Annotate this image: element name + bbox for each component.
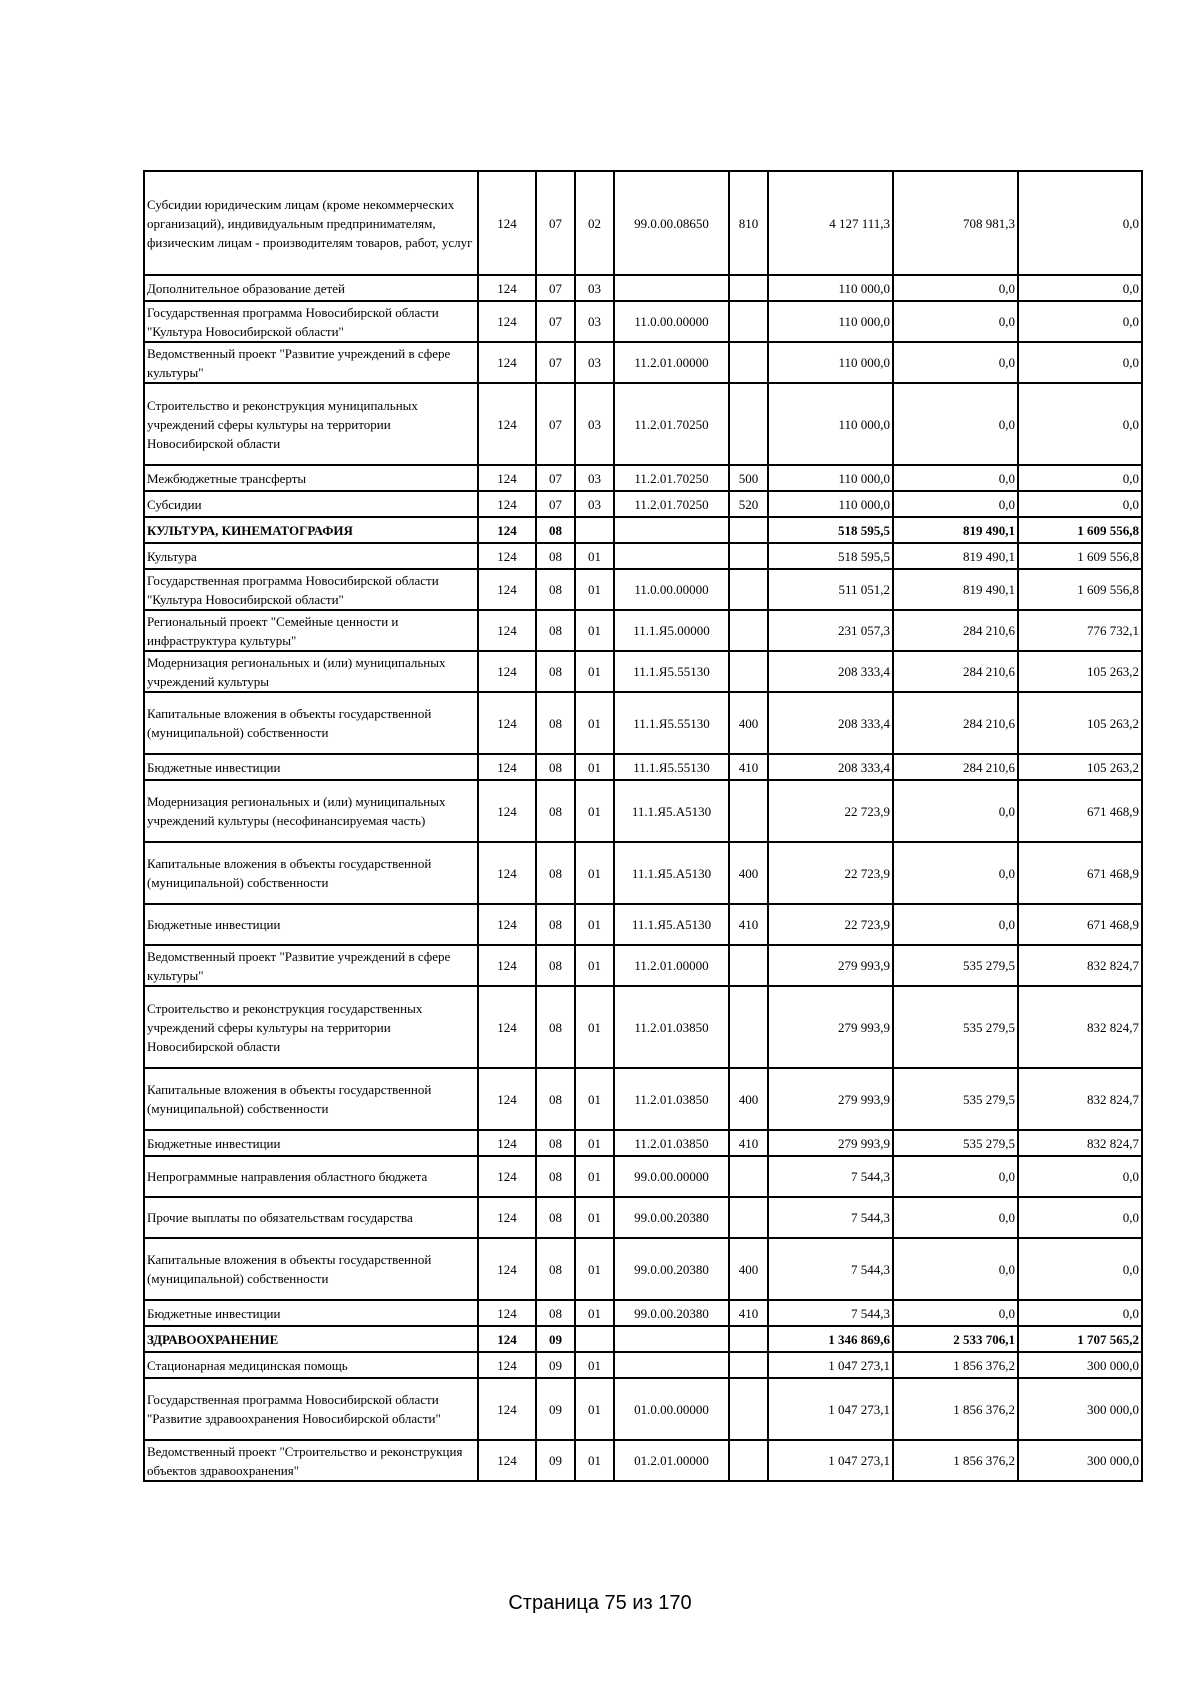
target-article-cell: 11.2.01.70250 bbox=[614, 465, 729, 491]
amount-year-1-cell: 208 333,4 bbox=[768, 754, 893, 780]
amount-year-1-cell: 7 544,3 bbox=[768, 1156, 893, 1197]
ved-code-cell: 124 bbox=[478, 383, 536, 465]
table-row bbox=[144, 610, 1142, 651]
subsection-code-cell: 02 bbox=[575, 171, 614, 275]
amount-year-2-cell: 284 210,6 bbox=[893, 692, 1018, 754]
subsection-code-cell: 01 bbox=[575, 1300, 614, 1326]
row-name-cell: Субсидии юридическим лицам (кроме некоммерческих организаций), индивидуальным предпринимателям, физическим лицам - производителям товаров, работ, услуг bbox=[144, 171, 478, 275]
row-name-cell: Капитальные вложения в объекты государственной (муниципальной) собственности bbox=[144, 1068, 478, 1130]
expense-type-cell bbox=[729, 1156, 768, 1197]
expense-type-cell bbox=[729, 342, 768, 383]
section-code-cell: 08 bbox=[536, 1068, 575, 1130]
amount-year-2-cell: 819 490,1 bbox=[893, 569, 1018, 610]
section-code-cell: 07 bbox=[536, 383, 575, 465]
table-row bbox=[144, 986, 1142, 1068]
section-code-cell: 08 bbox=[536, 1238, 575, 1300]
subsection-code-cell: 01 bbox=[575, 986, 614, 1068]
target-article-cell: 01.0.00.00000 bbox=[614, 1378, 729, 1440]
subsection-code-cell: 01 bbox=[575, 692, 614, 754]
row-name-cell: Культура bbox=[144, 543, 478, 569]
ved-code-cell: 124 bbox=[478, 1378, 536, 1440]
expense-type-cell bbox=[729, 517, 768, 543]
target-article-cell: 11.1.Я5.А5130 bbox=[614, 780, 729, 842]
expense-type-cell bbox=[729, 1378, 768, 1440]
row-name-cell: Бюджетные инвестиции bbox=[144, 1300, 478, 1326]
amount-year-1-cell: 22 723,9 bbox=[768, 904, 893, 945]
subsection-code-cell: 01 bbox=[575, 945, 614, 986]
section-code-cell: 08 bbox=[536, 517, 575, 543]
amount-year-2-cell: 0,0 bbox=[893, 1156, 1018, 1197]
amount-year-1-cell: 4 127 111,3 bbox=[768, 171, 893, 275]
row-name-cell: Региональный проект "Семейные ценности и инфраструктура культуры" bbox=[144, 610, 478, 651]
target-article-cell: 11.2.01.70250 bbox=[614, 491, 729, 517]
subsection-code-cell bbox=[575, 517, 614, 543]
amount-year-3-cell: 832 824,7 bbox=[1018, 1068, 1142, 1130]
row-name-cell: Государственная программа Новосибирской области "Культура Новосибирской области" bbox=[144, 569, 478, 610]
subsection-code-cell: 01 bbox=[575, 651, 614, 692]
table-row bbox=[144, 171, 1142, 275]
target-article-cell bbox=[614, 1326, 729, 1352]
amount-year-3-cell: 1 609 556,8 bbox=[1018, 569, 1142, 610]
row-name-cell: ЗДРАВООХРАНЕНИЕ bbox=[144, 1326, 478, 1352]
amount-year-2-cell: 708 981,3 bbox=[893, 171, 1018, 275]
expense-type-cell bbox=[729, 1440, 768, 1481]
section-code-cell: 09 bbox=[536, 1326, 575, 1352]
row-name-cell: Строительство и реконструкция муниципальных учреждений сферы культуры на территории Новосибирской области bbox=[144, 383, 478, 465]
section-code-cell: 08 bbox=[536, 754, 575, 780]
ved-code-cell: 124 bbox=[478, 342, 536, 383]
row-name-cell: Ведомственный проект "Развитие учреждений в сфере культуры" bbox=[144, 945, 478, 986]
ved-code-cell: 124 bbox=[478, 569, 536, 610]
expense-type-cell bbox=[729, 986, 768, 1068]
subsection-code-cell: 01 bbox=[575, 1238, 614, 1300]
amount-year-1-cell: 1 047 273,1 bbox=[768, 1440, 893, 1481]
section-code-cell: 07 bbox=[536, 491, 575, 517]
subsection-code-cell: 03 bbox=[575, 275, 614, 301]
target-article-cell: 11.2.01.70250 bbox=[614, 383, 729, 465]
amount-year-1-cell: 110 000,0 bbox=[768, 301, 893, 342]
target-article-cell bbox=[614, 517, 729, 543]
section-code-cell: 08 bbox=[536, 945, 575, 986]
table-row bbox=[144, 342, 1142, 383]
table-body bbox=[144, 171, 1142, 1481]
amount-year-1-cell: 110 000,0 bbox=[768, 342, 893, 383]
target-article-cell: 11.2.01.03850 bbox=[614, 1068, 729, 1130]
target-article-cell: 11.1.Я5.55130 bbox=[614, 692, 729, 754]
section-code-cell: 08 bbox=[536, 543, 575, 569]
section-code-cell: 08 bbox=[536, 1300, 575, 1326]
subsection-code-cell: 01 bbox=[575, 904, 614, 945]
row-name-cell: Бюджетные инвестиции bbox=[144, 754, 478, 780]
section-code-cell: 09 bbox=[536, 1378, 575, 1440]
amount-year-3-cell: 0,0 bbox=[1018, 275, 1142, 301]
table-row bbox=[144, 1238, 1142, 1300]
table-row bbox=[144, 275, 1142, 301]
ved-code-cell: 124 bbox=[478, 517, 536, 543]
table-row bbox=[144, 842, 1142, 904]
row-name-cell: Бюджетные инвестиции bbox=[144, 1130, 478, 1156]
expense-type-cell bbox=[729, 1352, 768, 1378]
amount-year-3-cell: 0,0 bbox=[1018, 1156, 1142, 1197]
amount-year-3-cell: 0,0 bbox=[1018, 1238, 1142, 1300]
amount-year-3-cell: 776 732,1 bbox=[1018, 610, 1142, 651]
amount-year-1-cell: 1 047 273,1 bbox=[768, 1352, 893, 1378]
table-row bbox=[144, 517, 1142, 543]
ved-code-cell: 124 bbox=[478, 780, 536, 842]
target-article-cell bbox=[614, 275, 729, 301]
amount-year-3-cell: 0,0 bbox=[1018, 1300, 1142, 1326]
ved-code-cell: 124 bbox=[478, 1068, 536, 1130]
amount-year-1-cell: 7 544,3 bbox=[768, 1197, 893, 1238]
amount-year-1-cell: 110 000,0 bbox=[768, 275, 893, 301]
amount-year-3-cell: 1 707 565,2 bbox=[1018, 1326, 1142, 1352]
row-name-cell: Бюджетные инвестиции bbox=[144, 904, 478, 945]
section-code-cell: 07 bbox=[536, 171, 575, 275]
ved-code-cell: 124 bbox=[478, 945, 536, 986]
amount-year-2-cell: 284 210,6 bbox=[893, 651, 1018, 692]
ved-code-cell: 124 bbox=[478, 491, 536, 517]
table-row bbox=[144, 1440, 1142, 1481]
row-name-cell: Прочие выплаты по обязательствам государства bbox=[144, 1197, 478, 1238]
target-article-cell: 01.2.01.00000 bbox=[614, 1440, 729, 1481]
amount-year-3-cell: 0,0 bbox=[1018, 342, 1142, 383]
row-name-cell: Модернизация региональных и (или) муниципальных учреждений культуры bbox=[144, 651, 478, 692]
amount-year-1-cell: 231 057,3 bbox=[768, 610, 893, 651]
row-name-cell: Ведомственный проект "Строительство и реконструкция объектов здравоохранения" bbox=[144, 1440, 478, 1481]
amount-year-2-cell: 0,0 bbox=[893, 1197, 1018, 1238]
amount-year-1-cell: 518 595,5 bbox=[768, 517, 893, 543]
amount-year-3-cell: 0,0 bbox=[1018, 383, 1142, 465]
row-name-cell: КУЛЬТУРА, КИНЕМАТОГРАФИЯ bbox=[144, 517, 478, 543]
ved-code-cell: 124 bbox=[478, 1197, 536, 1238]
row-name-cell: Стационарная медицинская помощь bbox=[144, 1352, 478, 1378]
amount-year-1-cell: 22 723,9 bbox=[768, 780, 893, 842]
ved-code-cell: 124 bbox=[478, 610, 536, 651]
amount-year-3-cell: 300 000,0 bbox=[1018, 1352, 1142, 1378]
table-row bbox=[144, 301, 1142, 342]
amount-year-1-cell: 208 333,4 bbox=[768, 651, 893, 692]
expense-type-cell: 400 bbox=[729, 1238, 768, 1300]
table-row bbox=[144, 1197, 1142, 1238]
page-footer: Страница 75 из 170 bbox=[508, 1592, 692, 1614]
amount-year-2-cell: 819 490,1 bbox=[893, 517, 1018, 543]
amount-year-1-cell: 279 993,9 bbox=[768, 945, 893, 986]
subsection-code-cell: 01 bbox=[575, 610, 614, 651]
expense-type-cell: 400 bbox=[729, 1068, 768, 1130]
amount-year-2-cell: 0,0 bbox=[893, 275, 1018, 301]
amount-year-3-cell: 1 609 556,8 bbox=[1018, 517, 1142, 543]
target-article-cell: 11.1.Я5.А5130 bbox=[614, 904, 729, 945]
row-name-cell: Непрограммные направления областного бюджета bbox=[144, 1156, 478, 1197]
amount-year-2-cell: 1 856 376,2 bbox=[893, 1440, 1018, 1481]
target-article-cell: 11.1.Я5.55130 bbox=[614, 651, 729, 692]
amount-year-3-cell: 105 263,2 bbox=[1018, 651, 1142, 692]
amount-year-2-cell: 1 856 376,2 bbox=[893, 1352, 1018, 1378]
ved-code-cell: 124 bbox=[478, 1300, 536, 1326]
target-article-cell: 99.0.00.00000 bbox=[614, 1156, 729, 1197]
target-article-cell: 99.0.00.08650 bbox=[614, 171, 729, 275]
subsection-code-cell: 03 bbox=[575, 465, 614, 491]
amount-year-3-cell: 105 263,2 bbox=[1018, 692, 1142, 754]
target-article-cell: 11.1.Я5.А5130 bbox=[614, 842, 729, 904]
amount-year-3-cell: 832 824,7 bbox=[1018, 986, 1142, 1068]
section-code-cell: 08 bbox=[536, 692, 575, 754]
table-row bbox=[144, 945, 1142, 986]
subsection-code-cell: 01 bbox=[575, 569, 614, 610]
budget-table bbox=[143, 170, 1143, 1482]
row-name-cell: Капитальные вложения в объекты государственной (муниципальной) собственности bbox=[144, 692, 478, 754]
table-row bbox=[144, 651, 1142, 692]
amount-year-2-cell: 535 279,5 bbox=[893, 986, 1018, 1068]
amount-year-2-cell: 0,0 bbox=[893, 465, 1018, 491]
expense-type-cell: 400 bbox=[729, 842, 768, 904]
ved-code-cell: 124 bbox=[478, 465, 536, 491]
section-code-cell: 08 bbox=[536, 780, 575, 842]
amount-year-2-cell: 0,0 bbox=[893, 491, 1018, 517]
table-row bbox=[144, 692, 1142, 754]
ved-code-cell: 124 bbox=[478, 543, 536, 569]
row-name-cell: Капитальные вложения в объекты государственной (муниципальной) собственности bbox=[144, 842, 478, 904]
amount-year-2-cell: 819 490,1 bbox=[893, 543, 1018, 569]
ved-code-cell: 124 bbox=[478, 1352, 536, 1378]
row-name-cell: Межбюджетные трансферты bbox=[144, 465, 478, 491]
subsection-code-cell: 01 bbox=[575, 1352, 614, 1378]
target-article-cell: 11.1.Я5.00000 bbox=[614, 610, 729, 651]
subsection-code-cell: 01 bbox=[575, 754, 614, 780]
amount-year-3-cell: 0,0 bbox=[1018, 301, 1142, 342]
ved-code-cell: 124 bbox=[478, 842, 536, 904]
expense-type-cell: 410 bbox=[729, 904, 768, 945]
section-code-cell: 08 bbox=[536, 651, 575, 692]
amount-year-1-cell: 279 993,9 bbox=[768, 986, 893, 1068]
target-article-cell: 99.0.00.20380 bbox=[614, 1300, 729, 1326]
target-article-cell: 11.2.01.03850 bbox=[614, 986, 729, 1068]
expense-type-cell: 410 bbox=[729, 1300, 768, 1326]
section-code-cell: 07 bbox=[536, 301, 575, 342]
section-code-cell: 08 bbox=[536, 610, 575, 651]
row-name-cell: Модернизация региональных и (или) муниципальных учреждений культуры (несофинансируемая часть) bbox=[144, 780, 478, 842]
target-article-cell bbox=[614, 1352, 729, 1378]
amount-year-1-cell: 7 544,3 bbox=[768, 1300, 893, 1326]
ved-code-cell: 124 bbox=[478, 904, 536, 945]
amount-year-3-cell: 832 824,7 bbox=[1018, 945, 1142, 986]
amount-year-2-cell: 2 533 706,1 bbox=[893, 1326, 1018, 1352]
amount-year-1-cell: 22 723,9 bbox=[768, 842, 893, 904]
table-row bbox=[144, 543, 1142, 569]
ved-code-cell: 124 bbox=[478, 1156, 536, 1197]
ved-code-cell: 124 bbox=[478, 1440, 536, 1481]
amount-year-1-cell: 110 000,0 bbox=[768, 465, 893, 491]
amount-year-1-cell: 110 000,0 bbox=[768, 491, 893, 517]
section-code-cell: 08 bbox=[536, 569, 575, 610]
row-name-cell: Капитальные вложения в объекты государственной (муниципальной) собственности bbox=[144, 1238, 478, 1300]
amount-year-2-cell: 0,0 bbox=[893, 342, 1018, 383]
amount-year-2-cell: 0,0 bbox=[893, 904, 1018, 945]
amount-year-2-cell: 0,0 bbox=[893, 842, 1018, 904]
ved-code-cell: 124 bbox=[478, 692, 536, 754]
target-article-cell: 11.0.00.00000 bbox=[614, 301, 729, 342]
subsection-code-cell: 01 bbox=[575, 543, 614, 569]
ved-code-cell: 124 bbox=[478, 1130, 536, 1156]
expense-type-cell bbox=[729, 651, 768, 692]
row-name-cell: Государственная программа Новосибирской области "Развитие здравоохранения Новосибирской области" bbox=[144, 1378, 478, 1440]
expense-type-cell: 520 bbox=[729, 491, 768, 517]
section-code-cell: 08 bbox=[536, 986, 575, 1068]
section-code-cell: 08 bbox=[536, 1156, 575, 1197]
subsection-code-cell: 01 bbox=[575, 1068, 614, 1130]
subsection-code-cell: 03 bbox=[575, 383, 614, 465]
row-name-cell: Строительство и реконструкция государственных учреждений сферы культуры на территории Новосибирской области bbox=[144, 986, 478, 1068]
amount-year-1-cell: 208 333,4 bbox=[768, 692, 893, 754]
table-row bbox=[144, 569, 1142, 610]
table-row bbox=[144, 1352, 1142, 1378]
subsection-code-cell: 03 bbox=[575, 491, 614, 517]
target-article-cell: 99.0.00.20380 bbox=[614, 1197, 729, 1238]
expense-type-cell bbox=[729, 1197, 768, 1238]
amount-year-3-cell: 0,0 bbox=[1018, 1197, 1142, 1238]
expense-type-cell bbox=[729, 780, 768, 842]
amount-year-2-cell: 0,0 bbox=[893, 1300, 1018, 1326]
amount-year-2-cell: 284 210,6 bbox=[893, 610, 1018, 651]
section-code-cell: 07 bbox=[536, 275, 575, 301]
row-name-cell: Ведомственный проект "Развитие учреждений в сфере культуры" bbox=[144, 342, 478, 383]
expense-type-cell: 410 bbox=[729, 1130, 768, 1156]
subsection-code-cell: 01 bbox=[575, 842, 614, 904]
section-code-cell: 08 bbox=[536, 1197, 575, 1238]
amount-year-2-cell: 0,0 bbox=[893, 301, 1018, 342]
amount-year-1-cell: 511 051,2 bbox=[768, 569, 893, 610]
amount-year-2-cell: 0,0 bbox=[893, 780, 1018, 842]
ved-code-cell: 124 bbox=[478, 275, 536, 301]
amount-year-1-cell: 110 000,0 bbox=[768, 383, 893, 465]
amount-year-2-cell: 535 279,5 bbox=[893, 1130, 1018, 1156]
ved-code-cell: 124 bbox=[478, 651, 536, 692]
target-article-cell: 99.0.00.20380 bbox=[614, 1238, 729, 1300]
expense-type-cell: 400 bbox=[729, 692, 768, 754]
amount-year-3-cell: 300 000,0 bbox=[1018, 1378, 1142, 1440]
table-row bbox=[144, 1156, 1142, 1197]
amount-year-3-cell: 0,0 bbox=[1018, 171, 1142, 275]
amount-year-2-cell: 0,0 bbox=[893, 1238, 1018, 1300]
section-code-cell: 09 bbox=[536, 1440, 575, 1481]
section-code-cell: 09 bbox=[536, 1352, 575, 1378]
amount-year-3-cell: 105 263,2 bbox=[1018, 754, 1142, 780]
subsection-code-cell: 01 bbox=[575, 1378, 614, 1440]
target-article-cell: 11.2.01.00000 bbox=[614, 342, 729, 383]
table-row bbox=[144, 754, 1142, 780]
amount-year-3-cell: 671 468,9 bbox=[1018, 780, 1142, 842]
ved-code-cell: 124 bbox=[478, 754, 536, 780]
subsection-code-cell: 03 bbox=[575, 301, 614, 342]
amount-year-2-cell: 1 856 376,2 bbox=[893, 1378, 1018, 1440]
expense-type-cell bbox=[729, 569, 768, 610]
amount-year-1-cell: 1 346 869,6 bbox=[768, 1326, 893, 1352]
table-row bbox=[144, 1378, 1142, 1440]
subsection-code-cell: 01 bbox=[575, 1197, 614, 1238]
amount-year-2-cell: 535 279,5 bbox=[893, 1068, 1018, 1130]
expense-type-cell: 810 bbox=[729, 171, 768, 275]
target-article-cell: 11.2.01.03850 bbox=[614, 1130, 729, 1156]
expense-type-cell: 410 bbox=[729, 754, 768, 780]
amount-year-1-cell: 1 047 273,1 bbox=[768, 1378, 893, 1440]
ved-code-cell: 124 bbox=[478, 301, 536, 342]
amount-year-2-cell: 284 210,6 bbox=[893, 754, 1018, 780]
expense-type-cell bbox=[729, 610, 768, 651]
expense-type-cell bbox=[729, 1326, 768, 1352]
row-name-cell: Дополнительное образование детей bbox=[144, 275, 478, 301]
amount-year-1-cell: 7 544,3 bbox=[768, 1238, 893, 1300]
row-name-cell: Государственная программа Новосибирской области "Культура Новосибирской области" bbox=[144, 301, 478, 342]
target-article-cell: 11.0.00.00000 bbox=[614, 569, 729, 610]
amount-year-2-cell: 0,0 bbox=[893, 383, 1018, 465]
ved-code-cell: 124 bbox=[478, 171, 536, 275]
subsection-code-cell: 01 bbox=[575, 1130, 614, 1156]
amount-year-2-cell: 535 279,5 bbox=[893, 945, 1018, 986]
expense-type-cell bbox=[729, 383, 768, 465]
amount-year-1-cell: 279 993,9 bbox=[768, 1068, 893, 1130]
section-code-cell: 08 bbox=[536, 904, 575, 945]
row-name-cell: Субсидии bbox=[144, 491, 478, 517]
subsection-code-cell: 01 bbox=[575, 780, 614, 842]
amount-year-3-cell: 671 468,9 bbox=[1018, 904, 1142, 945]
subsection-code-cell: 01 bbox=[575, 1440, 614, 1481]
target-article-cell bbox=[614, 543, 729, 569]
table-row bbox=[144, 780, 1142, 842]
table-row bbox=[144, 383, 1142, 465]
table-row bbox=[144, 1130, 1142, 1156]
expense-type-cell: 500 bbox=[729, 465, 768, 491]
amount-year-3-cell: 0,0 bbox=[1018, 491, 1142, 517]
amount-year-3-cell: 0,0 bbox=[1018, 465, 1142, 491]
subsection-code-cell bbox=[575, 1326, 614, 1352]
amount-year-3-cell: 1 609 556,8 bbox=[1018, 543, 1142, 569]
table-row bbox=[144, 1326, 1142, 1352]
table-row bbox=[144, 491, 1142, 517]
ved-code-cell: 124 bbox=[478, 986, 536, 1068]
table-row bbox=[144, 1068, 1142, 1130]
target-article-cell: 11.1.Я5.55130 bbox=[614, 754, 729, 780]
expense-type-cell bbox=[729, 543, 768, 569]
ved-code-cell: 124 bbox=[478, 1326, 536, 1352]
table-row bbox=[144, 465, 1142, 491]
expense-type-cell bbox=[729, 945, 768, 986]
amount-year-1-cell: 518 595,5 bbox=[768, 543, 893, 569]
expense-type-cell bbox=[729, 301, 768, 342]
amount-year-3-cell: 832 824,7 bbox=[1018, 1130, 1142, 1156]
expense-type-cell bbox=[729, 275, 768, 301]
table-row bbox=[144, 904, 1142, 945]
amount-year-1-cell: 279 993,9 bbox=[768, 1130, 893, 1156]
subsection-code-cell: 01 bbox=[575, 1156, 614, 1197]
ved-code-cell: 124 bbox=[478, 1238, 536, 1300]
section-code-cell: 08 bbox=[536, 842, 575, 904]
section-code-cell: 07 bbox=[536, 465, 575, 491]
table-row bbox=[144, 1300, 1142, 1326]
subsection-code-cell: 03 bbox=[575, 342, 614, 383]
amount-year-3-cell: 300 000,0 bbox=[1018, 1440, 1142, 1481]
section-code-cell: 08 bbox=[536, 1130, 575, 1156]
amount-year-3-cell: 671 468,9 bbox=[1018, 842, 1142, 904]
section-code-cell: 07 bbox=[536, 342, 575, 383]
target-article-cell: 11.2.01.00000 bbox=[614, 945, 729, 986]
